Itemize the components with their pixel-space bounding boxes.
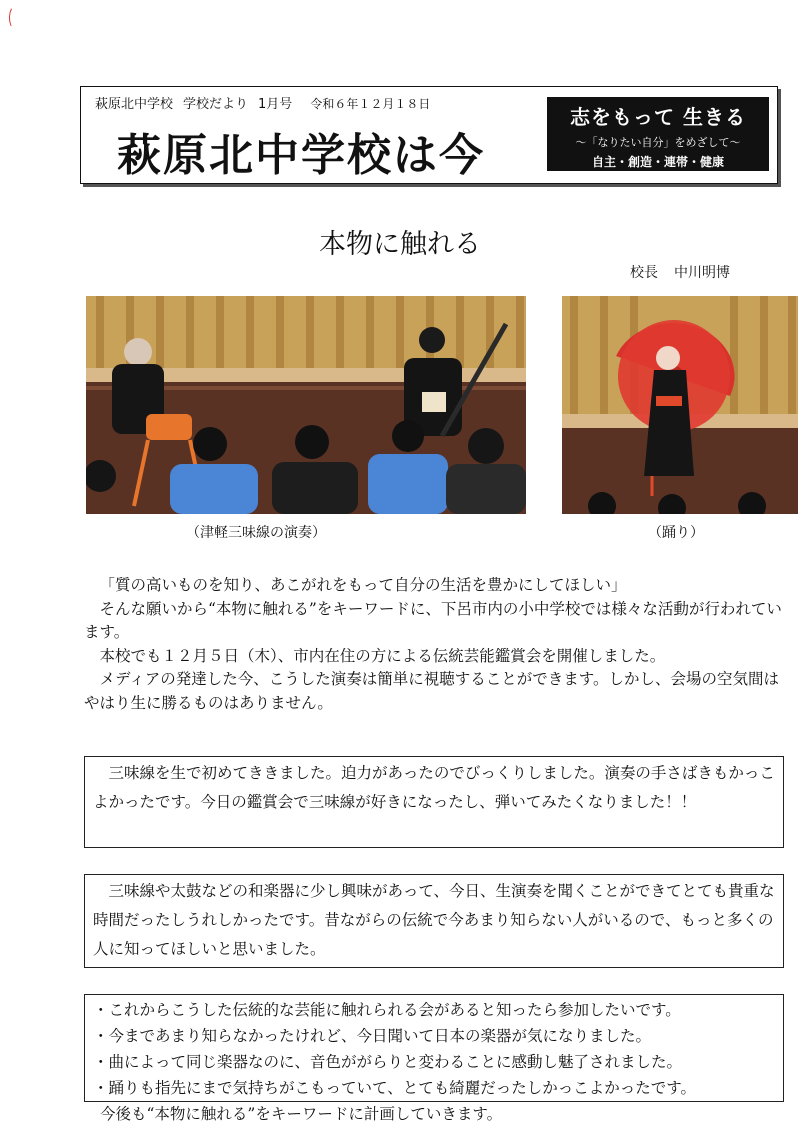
school-motto	[547, 97, 769, 171]
list-item: ・踊りも指先にまで気持ちがこもっていて、とても綺麗だったしかっこよかったです。	[93, 1079, 696, 1097]
masthead	[80, 86, 778, 184]
school-name: 萩原北中学校	[95, 97, 174, 112]
newsletter-label: 学校だより	[183, 97, 249, 112]
motto-sub: ～「なりたい自分」をめざして～	[575, 136, 741, 149]
article-body	[84, 574, 784, 715]
list-item: ・曲によって同じ楽器なのに、音色ががらりと変わることに感動し魅了されました。	[93, 1053, 683, 1071]
motto-values: 自主・創造・連帯・健康	[591, 155, 724, 169]
corner-mark	[3, 0, 32, 26]
body-paragraph: そんな願いから“本物に触れる”をキーワードに、下呂市内の小中学校では様々な活動が行われています。	[84, 599, 782, 641]
list-item: ・これからこうした伝統的な芸能に触れられる会があると知ったら参加したいです。	[93, 1001, 681, 1019]
student-comment-list-box	[84, 994, 784, 1102]
student-comment: 三味線や太鼓などの和楽器に少し興味があって、今日、生演奏を聞くことができてとても貴重な時間だったしうれしかったです。昔ながらの伝統で今あまり知らない人がいるので、もっと多くの人に知ってほしいと思いました。	[93, 882, 775, 958]
author-role: 校長	[630, 265, 658, 281]
issue-label: 1月号	[258, 97, 293, 112]
body-paragraph: 「質の高いものを知り、あこがれをもって自分の生活を豊かにしてほしい」	[99, 576, 627, 594]
article-title: 本物に触れる	[319, 229, 481, 260]
closing-line: 今後も“本物に触れる”をキーワードに計画していきます。	[100, 1105, 503, 1123]
shamisen-performance-photo	[86, 296, 526, 514]
motto-main: 志をもって 生きる	[570, 105, 746, 129]
body-paragraph: 本校でも１２月５日（木）、市内在住の方による伝統芸能鑑賞会を開催しました。	[99, 646, 666, 665]
byline	[630, 262, 730, 282]
issue-date: 令和６年１２月１８日	[310, 97, 431, 111]
student-comment-box	[84, 756, 784, 848]
list-item: ・今まであまり知らなかったけれど、今日聞いて日本の楽器が気になりました。	[93, 1027, 652, 1045]
body-paragraph: メディアの発達した今、こうした演奏は簡単に視聴することができます。しかし、会場の空気間はやはり生に勝るものはありません。	[84, 670, 780, 712]
newsletter-title: 萩原北中学校は今	[117, 130, 485, 181]
comment-list	[93, 997, 777, 1101]
photo-caption-shamisen: （津軽三味線の演奏）	[186, 525, 326, 541]
photo-caption-dance: （踊り）	[648, 525, 704, 541]
dance-photo	[562, 296, 798, 514]
student-comment-box	[84, 874, 784, 968]
student-comment: 三味線を生で初めてききました。迫力があったのでびっくりしました。演奏の手さばきもかっこよかったです。今日の鑑賞会で三味線が好きになったし、弾いてみたくなりました！！	[93, 764, 775, 811]
author-name: 中川明博	[674, 265, 730, 281]
issue-info	[95, 93, 440, 112]
